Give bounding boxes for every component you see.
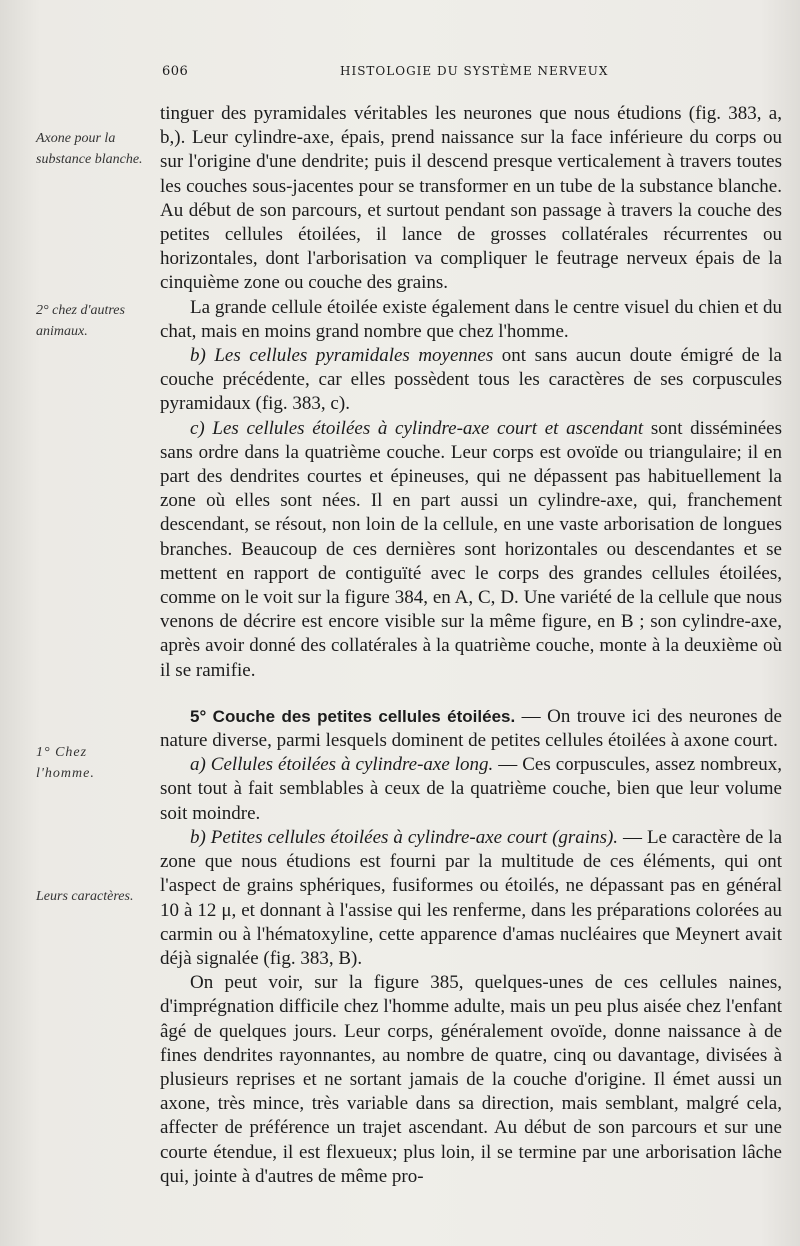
paragraph-label: c) Les cellules étoilées à cylindre-axe court et ascendant <box>190 417 644 439</box>
margin-note-autres-animaux: 2° chez d'autres animaux. <box>36 303 125 339</box>
paragraph-text: — Ces corpuscules, assez nombreux, sont tout à fait semblables à ceux de la quatrième couche, bien que leur volume soit moindre. <box>160 754 782 824</box>
paragraph-label: b) Petites cellules étoilées à cylindre-axe court (grains). <box>190 826 619 848</box>
section-heading: 5° Couche des petites cellules étoilées. <box>190 706 516 726</box>
paragraph-text: ont sans aucun doute émigré de la couche précédente, car elles possèdent tous les caractères de ses corpuscules pyramidaux (fig. 383, c). <box>160 345 782 415</box>
paragraph-text: sont disséminées sans ordre dans la quatrième couche. Leur corps est ovoïde ou triangulaire; il en part des dendrites courtes et épineuses, qui ne dépassent pas habituellement la zone où elles sont nées. Il en part aussi un cylindre-axe, qui, franchement descendant, se résout, non loin de la cellule, en une vaste arborisation de longues branches. Beaucoup de ces dernières sont horizontales ou descendantes et se mettent en rapport de contiguïté avec le corps des grandes cellules étoilées, comme on le voit sur la figure 384, en A, C, D. Une variété de la cellule que nous venons de décrire est encore visible sur la même figure, en B ; son cylindre-axe, après avoir donné des collatérales à la quatrième couche, monte à la deuxième où il se ramifie. <box>160 417 783 681</box>
paragraph: On peut voir, sur la figure 385, quelques-unes de ces cellules naines, d'imprégnation difficile chez l'homme adulte, mais un peu plus aisée chez l'enfant âgé de quelques jours. Leur corps, généralement ovoïde, donne naissance à de fines dendrites rayonnantes, au nombre de quatre, cinq ou davantage, divisées à plusieurs reprises et ne sortant jamais de la couche d'origine. Il émet aussi un axone, très mince, très variable dans sa direction, mais semblant, malgré cela, affecter de préférence un trajet ascendant. Au début de son parcours et sur une courte étendue, il est flexueux; plus loin, il se termine par une arborisation lâche qui, jointe à d'autres de même pro- <box>160 972 782 1187</box>
margin-note-axone: Axone pour la substance blanche. <box>36 131 143 167</box>
paragraph: La grande cellule étoilée existe également dans le centre visuel du chien et du chat, mais en moins grand nombre que chez l'homme. <box>160 296 782 342</box>
section-paragraph <box>160 705 782 753</box>
paragraph <box>160 344 782 417</box>
page-number: 606 <box>162 64 189 79</box>
paragraph <box>160 753 782 826</box>
paragraph-label: b) Les cellules pyramidales moyennes <box>190 345 494 367</box>
running-title: HISTOLOGIE DU SYSTÈME NERVEUX <box>340 64 609 78</box>
body-text <box>160 102 782 1189</box>
margin-note-homme: 1° Chez l'homme. <box>36 745 95 781</box>
paragraph <box>160 826 782 971</box>
paragraph-label: a) Cellules étoilées à cylindre-axe long. <box>190 754 494 776</box>
paragraph <box>160 417 782 683</box>
paragraph: tinguer des pyramidales véritables les neurones que nous étudions (fig. 383, a, b,). Leur cylindre-axe, épais, prend naissance sur la face inférieure du corps ou sur l'origine d'une dendrite; puis il descend presque verticalement à travers toutes les couches sous-jacentes pour se transformer en un tube de la substance blanche. Au début de son parcours, et surtout pendant son passage à travers la couche des petites cellules étoilées, il lance de grosses collatérales récurrentes ou horizontales, dont l'arborisation va compliquer le feutrage nerveux épais de la cinquième zone ou couche des grains. <box>160 103 782 294</box>
page-header <box>160 62 780 82</box>
margin-note-caracteres: Leurs caractères. <box>36 889 134 904</box>
paragraph-text: — Le caractère de la zone que nous étudions est fourni par la multitude de ces éléments, qui ont l'aspect de grains sphériques, fusiformes ou étoilés, ne dépassant pas en général 10 à 12 μ, et donnant à l'assise qui les renferme, dans les préparations colorées au carmin ou à l'hématoxyline, cette apparence d'amas nucléaires que Meynert avait déjà signalée (fig. 383, B). <box>160 826 783 969</box>
paragraph-text: — On trouve ici des neurones de nature diverse, parmi lesquels dominent de petites cellules étoilées à axone court. <box>160 705 782 752</box>
